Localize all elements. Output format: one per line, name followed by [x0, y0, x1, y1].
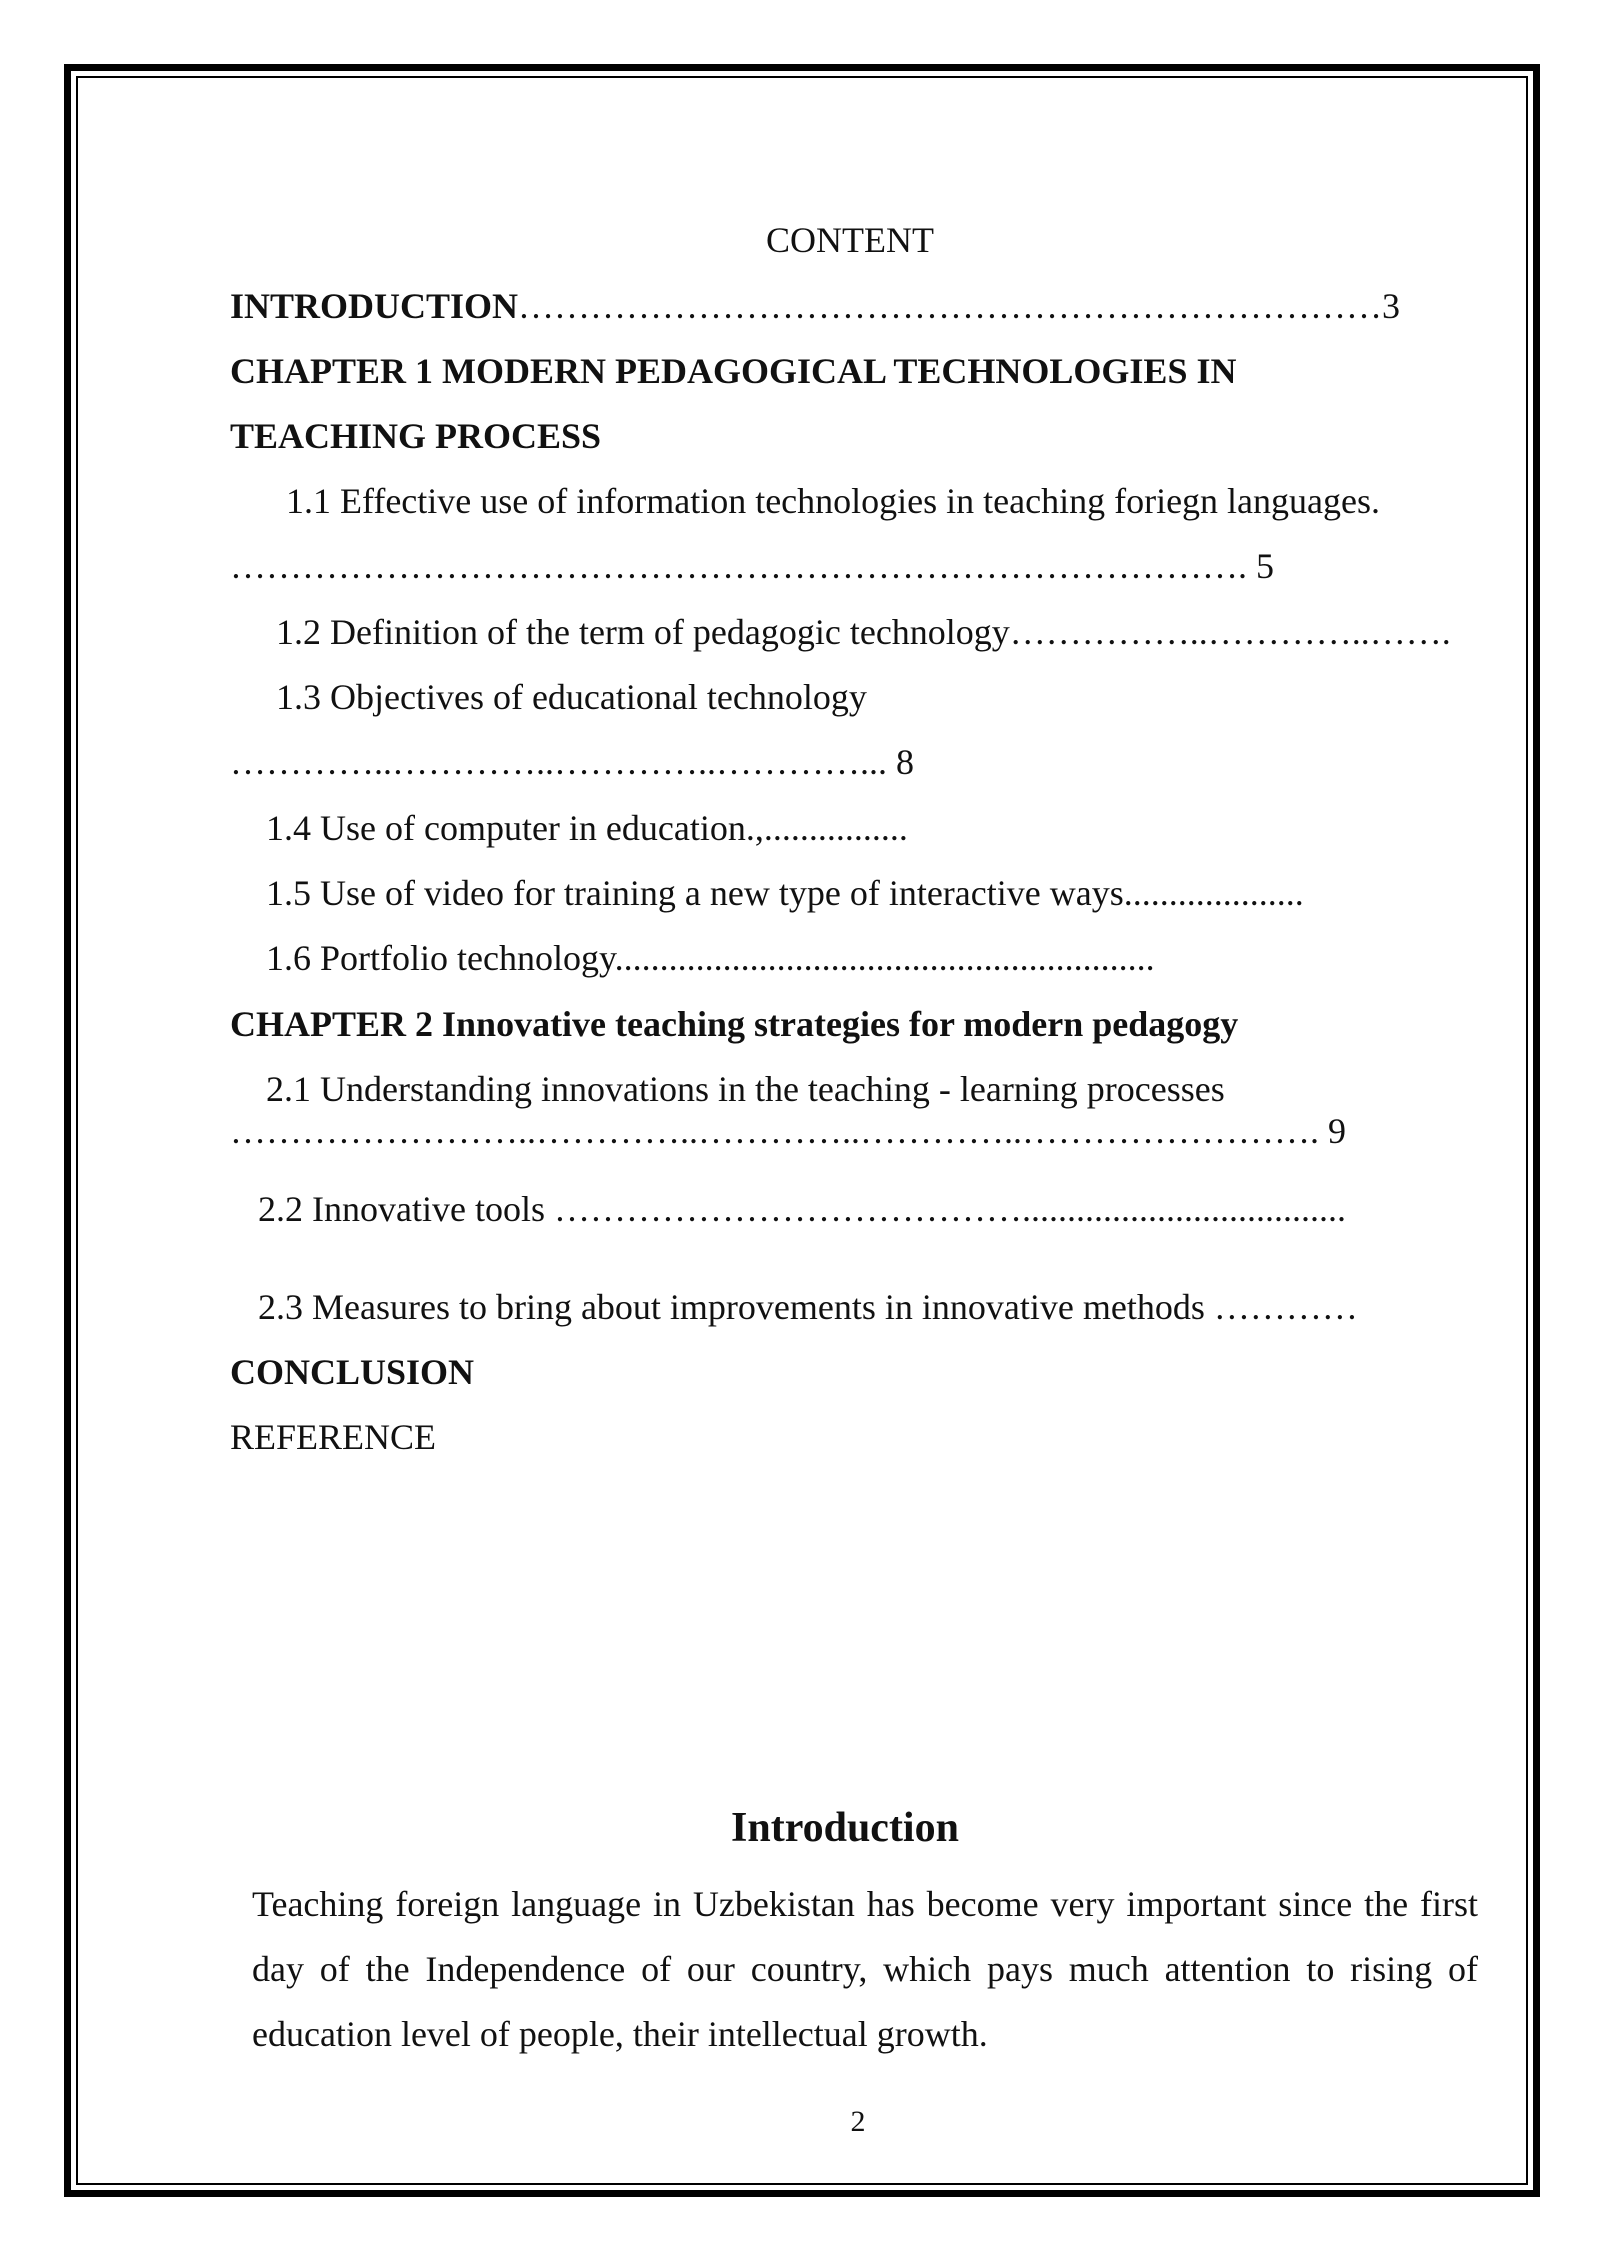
- toc-item-1-5[interactable]: 1.5 Use of video for training a new type of interactive ways....................: [266, 873, 1304, 913]
- toc-chapter1-line2[interactable]: TEACHING PROCESS: [230, 416, 602, 456]
- toc-introduction[interactable]: [230, 284, 1400, 328]
- toc-reference[interactable]: REFERENCE: [230, 1417, 437, 1457]
- toc-chapter2[interactable]: CHAPTER 2 Innovative teaching strategies for modern pedagogy: [230, 1004, 1239, 1044]
- toc-item-1-6[interactable]: 1.6 Portfolio technology............................................................: [266, 938, 1155, 978]
- toc-item-2-1[interactable]: 2.1 Understanding innovations in the teaching - learning processes: [266, 1069, 1225, 1109]
- toc-item-1-4[interactable]: 1.4 Use of computer in education.,................: [266, 808, 908, 848]
- toc-item-1-3[interactable]: 1.3 Objectives of educational technology: [276, 677, 867, 717]
- introduction-paragraph: Teaching foreign language in Uzbekistan has become very important since the first day of the Independence of our country, which pays much attention to rising of education level of people, their intellectual growth.: [252, 1884, 1478, 2054]
- toc-item-2-3[interactable]: 2.3 Measures to bring about improvements in innovative methods …………: [258, 1287, 1358, 1327]
- toc-chapter1-line1[interactable]: CHAPTER 1 MODERN PEDAGOGICAL TECHNOLOGIES IN: [230, 351, 1237, 391]
- toc-conclusion[interactable]: CONCLUSION: [230, 1352, 475, 1392]
- toc-item-1-1[interactable]: 1.1 Effective use of information technologies in teaching foriegn languages.: [286, 481, 1380, 521]
- page-number: 2: [850, 2105, 866, 2138]
- toc-item-1-1-leader: …………………………………………………………………………. 5: [230, 546, 1274, 586]
- toc-item-2-2[interactable]: 2.2 Innovative tools …………………………………....................................: [258, 1189, 1346, 1229]
- toc-introduction-page: 3: [1382, 286, 1401, 326]
- toc-item-1-2[interactable]: 1.2 Definition of the term of pedagogic technology……………..…………..…….: [276, 612, 1451, 652]
- toc-title: CONTENT: [766, 220, 934, 260]
- toc-item-2-1-leader: ……………………..…………..…………..…………..……………………. 9: [230, 1111, 1346, 1151]
- toc-introduction-leader: ………………………………………………………………: [518, 286, 1383, 326]
- toc-item-1-3-leader: …………..…………..…………..…………... 8: [230, 742, 914, 782]
- introduction-heading: Introduction: [731, 1805, 959, 1851]
- toc-introduction-label: INTRODUCTION: [230, 286, 519, 326]
